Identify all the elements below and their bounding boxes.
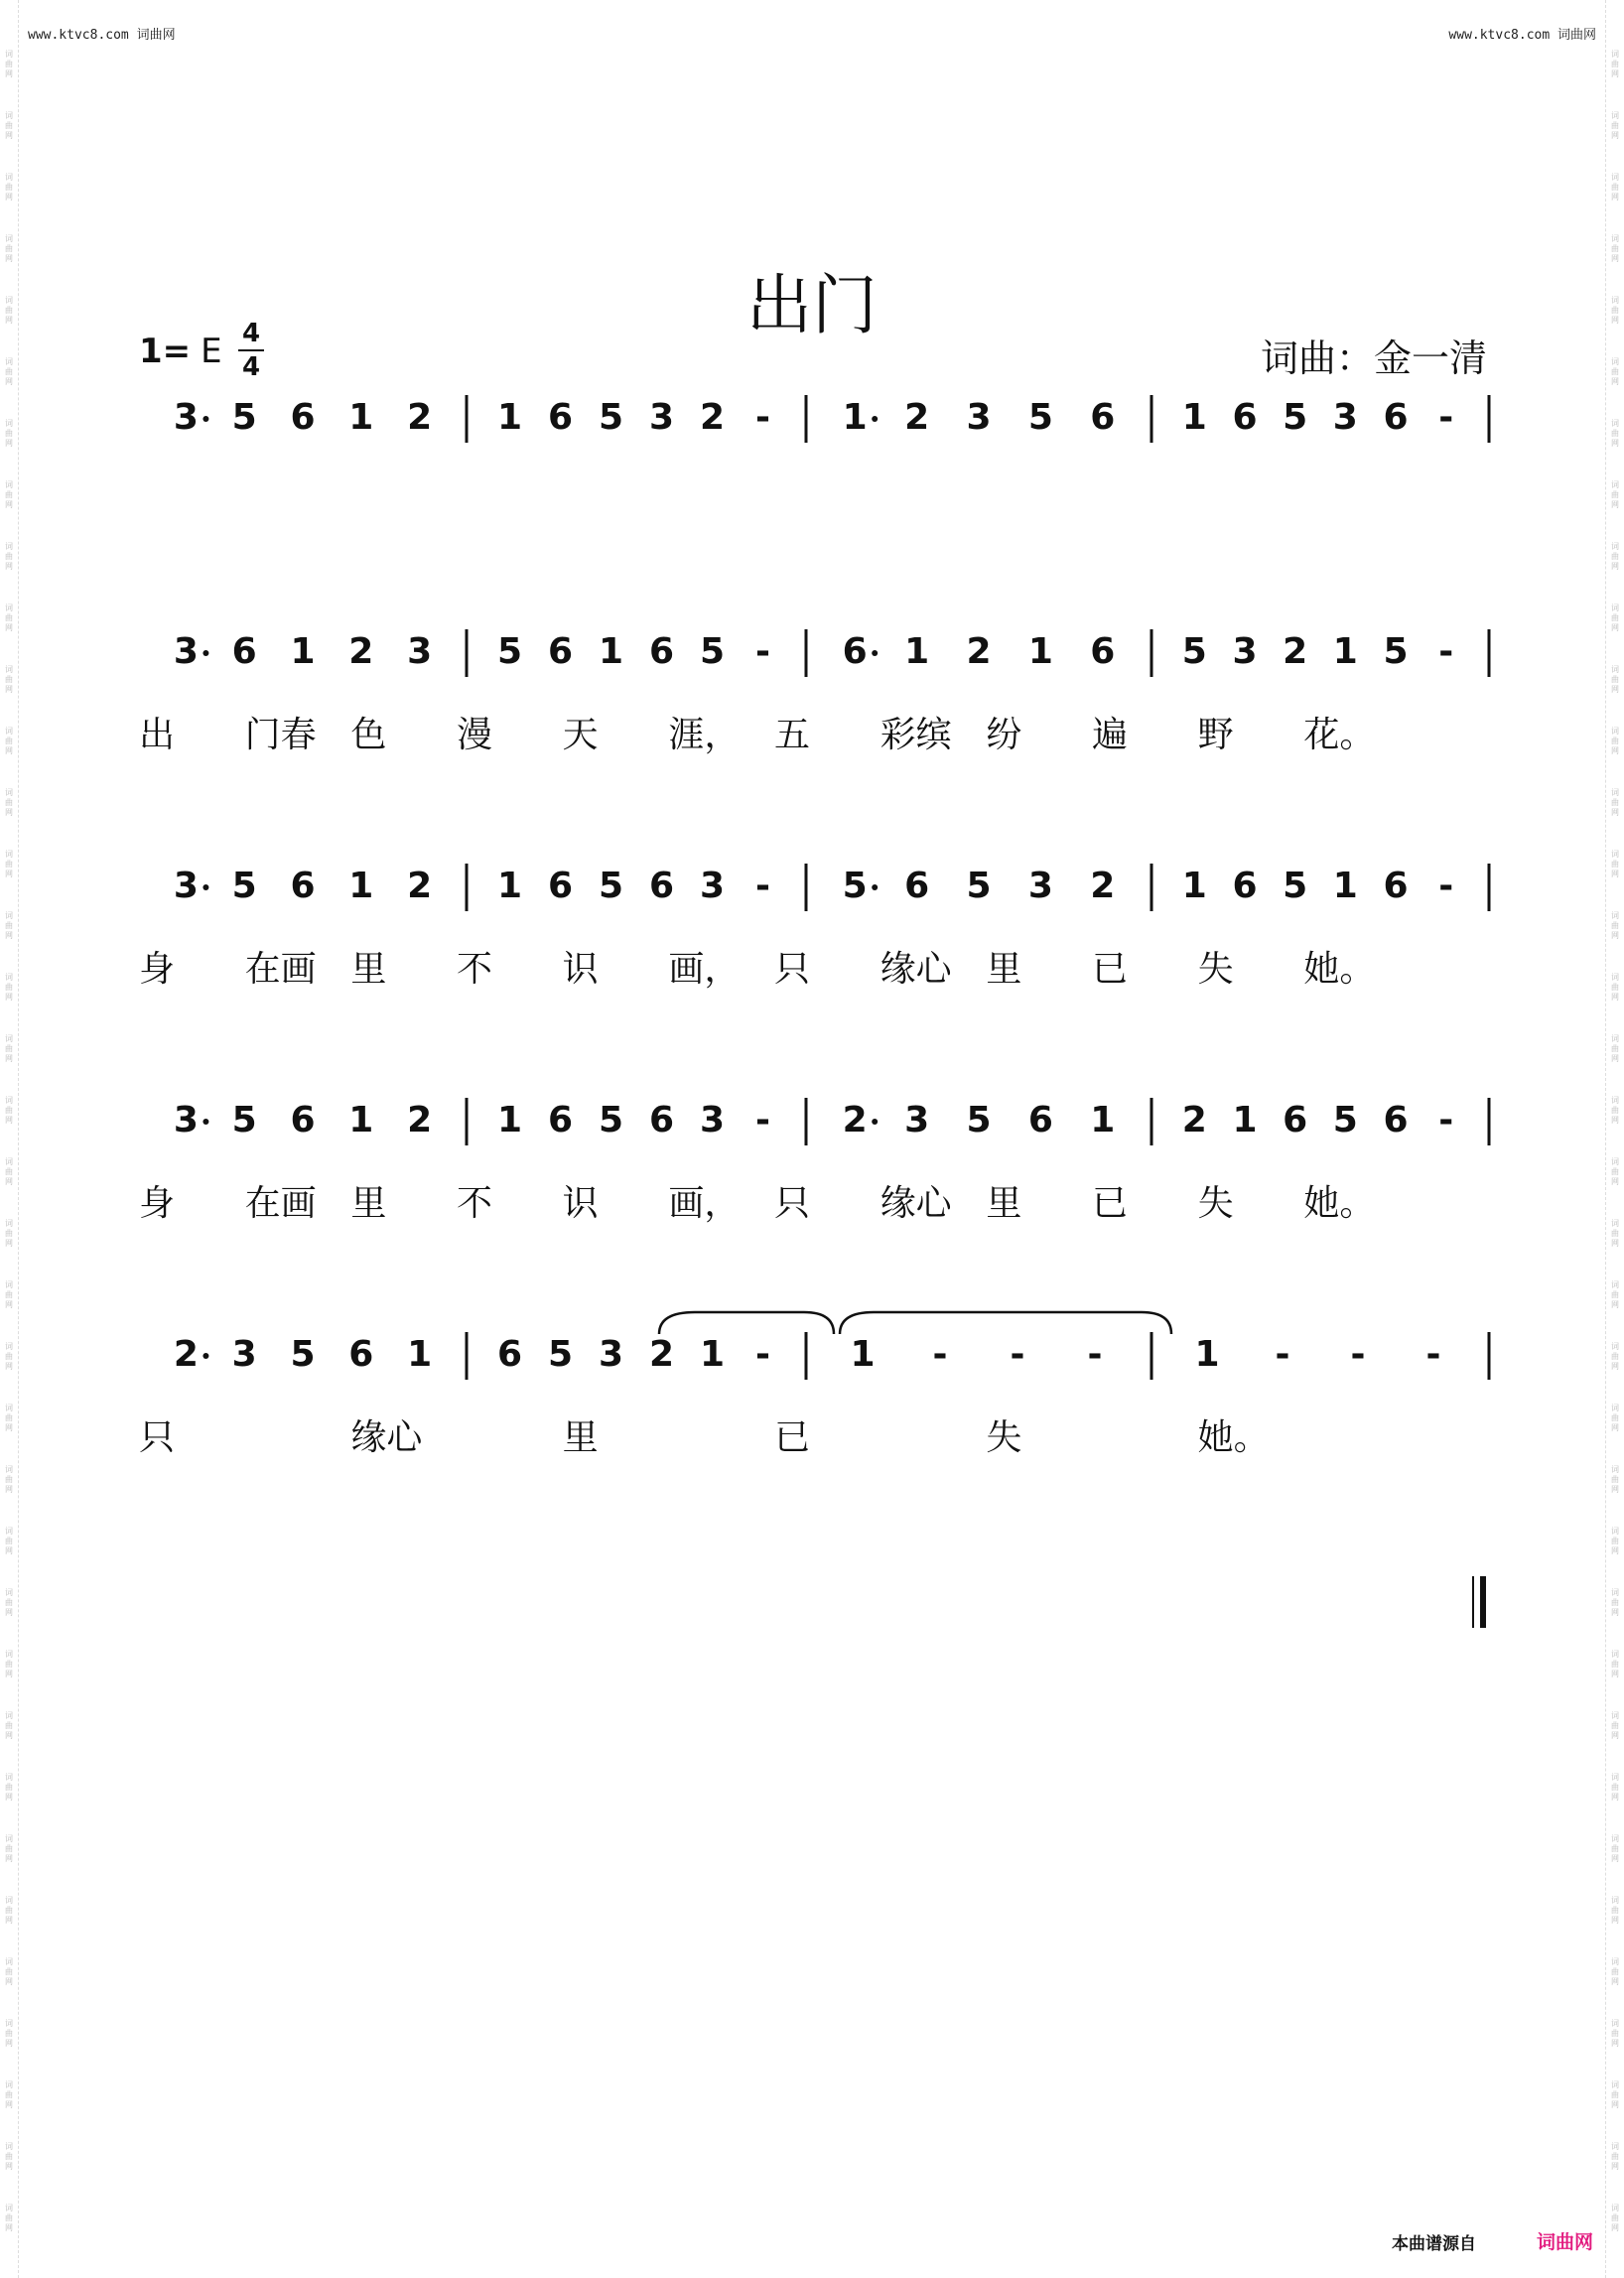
note: 5 (966, 866, 992, 906)
note: 1 (598, 631, 624, 672)
note: 1 (348, 397, 374, 438)
dash-note: - (755, 866, 770, 906)
note: 6 (1232, 866, 1258, 906)
edge-watermark: 词 曲 网 (5, 727, 13, 755)
note: 3 (648, 397, 675, 438)
edge-watermark: 词 曲 网 (1611, 603, 1619, 632)
lyric-syllable: 她。 (1197, 1417, 1270, 1458)
note: 6 (348, 1334, 374, 1375)
edge-watermark: 词 曲 网 (1611, 2080, 1619, 2109)
footer-brand-link[interactable]: 词曲网 (1537, 2231, 1594, 2253)
note: 3 (173, 866, 199, 906)
lyric-syllable: 已 (1092, 1183, 1129, 1224)
note: 5 (1181, 631, 1207, 672)
dash-note: - (1438, 866, 1454, 906)
lyric-syllable: 只 (774, 949, 811, 990)
edge-watermark: 词 曲 网 (5, 2080, 13, 2109)
edge-watermark: 词 曲 网 (1611, 665, 1619, 694)
edge-watermark: 词 曲 网 (1611, 542, 1619, 571)
edge-watermark: 词 曲 网 (1611, 2204, 1619, 2232)
edge-watermark: 词 曲 网 (5, 234, 13, 263)
edge-watermark: 词 曲 网 (1611, 1834, 1619, 1863)
edge-watermark: 词 曲 网 (1611, 1527, 1619, 1555)
note: 5 (231, 397, 257, 438)
lyric-syllable: 在画 (244, 1183, 317, 1224)
lyric-syllable: 已 (1092, 949, 1129, 990)
note: 2 (1181, 1100, 1207, 1140)
lyric-syllable: 不 (457, 949, 493, 990)
note: 3 (598, 1334, 624, 1375)
note: 3 (1232, 631, 1258, 672)
edge-watermark: 词 曲 网 (1611, 1588, 1619, 1617)
note: 5 (1283, 866, 1308, 906)
edge-watermark: 词 曲 网 (5, 1404, 13, 1432)
dash-note: - (1087, 1334, 1103, 1375)
edge-watermark: 词 曲 网 (1611, 419, 1619, 448)
note: 2 (173, 1334, 199, 1375)
edge-watermark: 词 曲 网 (5, 357, 13, 386)
dash-note: - (932, 1334, 948, 1375)
lyric-syllable: 她。 (1303, 1183, 1376, 1224)
note: 6 (1090, 397, 1116, 438)
edge-watermark: 词 曲 网 (5, 296, 13, 325)
edge-watermark: 词 曲 网 (5, 1342, 13, 1371)
note: 1 (1332, 866, 1358, 906)
lyric-syllable: 涯， (668, 715, 741, 755)
note: 1 (496, 1100, 523, 1140)
note: 6 (547, 397, 574, 438)
note: 3 (1332, 397, 1358, 438)
note: 1 (1332, 631, 1358, 672)
note: 1 (1194, 1334, 1220, 1375)
note: 2 (348, 631, 374, 672)
note: 3 (1027, 866, 1053, 906)
augmentation-dot (203, 1353, 208, 1359)
edge-watermark: 词 曲 网 (5, 480, 13, 509)
edge-watermark: 词 曲 网 (5, 1280, 13, 1309)
edge-watermark: 词 曲 网 (1611, 357, 1619, 386)
augmentation-dot (872, 650, 878, 656)
note: 5 (1332, 1100, 1358, 1140)
note: 2 (407, 1100, 433, 1140)
edge-watermark: 词 曲 网 (1611, 1096, 1619, 1125)
lyric-syllable: 花。 (1303, 715, 1376, 755)
dash-note: - (755, 631, 770, 672)
note: 3 (699, 866, 726, 906)
note: 3 (173, 397, 199, 438)
lyric-syllable: 里 (986, 1183, 1022, 1224)
lyric-syllable: 里 (986, 949, 1022, 990)
edge-watermark: 词 曲 网 (5, 1588, 13, 1617)
time-bottom: 4 (241, 352, 261, 382)
edge-watermark: 词 曲 网 (5, 2019, 13, 2048)
note: 3 (407, 631, 433, 672)
edge-watermark: 词 曲 网 (5, 1650, 13, 1678)
note: 2 (407, 397, 433, 438)
edge-watermark: 词 曲 网 (5, 850, 13, 878)
note: 1 (850, 1334, 876, 1375)
edge-watermark: 词 曲 网 (5, 173, 13, 201)
footer-source-text: 本曲谱源自 (1392, 2234, 1476, 2254)
edge-watermark: 词 曲 网 (5, 1096, 13, 1125)
edge-watermark: 词 曲 网 (1611, 1896, 1619, 1925)
edge-watermark: 词 曲 网 (5, 1834, 13, 1863)
time-top: 4 (241, 319, 261, 348)
augmentation-dot (203, 416, 208, 422)
note: 5 (547, 1334, 574, 1375)
augmentation-dot (872, 1119, 878, 1125)
edge-watermark: 词 曲 网 (5, 542, 13, 571)
edge-watermark: 词 曲 网 (5, 2142, 13, 2171)
note: 1 (1181, 866, 1207, 906)
note: 2 (904, 397, 930, 438)
edge-watermark: 词 曲 网 (5, 419, 13, 448)
edge-watermark: 词 曲 网 (1611, 1342, 1619, 1371)
dash-note: - (1010, 1334, 1025, 1375)
lyric-syllable: 识 (562, 949, 599, 990)
composer-credit: 词曲：金一清 (1260, 336, 1487, 380)
note: 1 (842, 397, 868, 438)
note: 5 (598, 866, 624, 906)
note: 6 (648, 1100, 675, 1140)
note: 6 (1090, 631, 1116, 672)
augmentation-dot (203, 1119, 208, 1125)
edge-watermark: 词 曲 网 (1611, 111, 1619, 140)
note: 3 (173, 1100, 199, 1140)
edge-watermark: 词 曲 网 (5, 1465, 13, 1494)
edge-watermark: 词 曲 网 (5, 1527, 13, 1555)
note: 1 (407, 1334, 433, 1375)
note: 1 (1232, 1100, 1258, 1140)
lyric-syllable: 里 (350, 1183, 387, 1224)
edge-watermark: 词 曲 网 (1611, 1280, 1619, 1309)
edge-watermark: 词 曲 网 (1611, 911, 1619, 940)
lyric-syllable: 缘心 (350, 1417, 423, 1458)
note: 5 (842, 866, 868, 906)
augmentation-dot (203, 650, 208, 656)
lyric-syllable: 画， (668, 1183, 741, 1224)
edge-watermark: 词 曲 网 (5, 1219, 13, 1248)
lyric-syllable: 出 (139, 715, 176, 755)
watermark-url-left: www.ktvc8.com 词曲网 (28, 28, 176, 43)
note: 1 (348, 1100, 374, 1140)
edge-watermark: 词 曲 网 (1611, 1650, 1619, 1678)
lyric-syllable: 失 (1197, 1183, 1234, 1224)
dash-note: - (755, 1100, 770, 1140)
note: 6 (547, 1100, 574, 1140)
edge-watermark: 词 曲 网 (1611, 850, 1619, 878)
edge-watermark: 词 曲 网 (5, 1034, 13, 1063)
lyric-syllable: 野 (1197, 715, 1234, 755)
edge-watermark: 词 曲 网 (5, 50, 13, 78)
dash-note: - (755, 1334, 770, 1375)
edge-watermark: 词 曲 网 (5, 111, 13, 140)
tie-slur (840, 1312, 1171, 1334)
note: 3 (231, 1334, 257, 1375)
note: 1 (348, 866, 374, 906)
edge-watermark: 词 曲 网 (5, 1957, 13, 1986)
note: 6 (648, 866, 675, 906)
note: 6 (290, 866, 316, 906)
note: 6 (547, 631, 574, 672)
lyric-syllable: 门春 (244, 715, 317, 755)
edge-watermark: 词 曲 网 (1611, 727, 1619, 755)
lyric-syllable: 五 (774, 715, 811, 755)
edge-watermark: 词 曲 网 (1611, 1219, 1619, 1248)
note: 5 (290, 1334, 316, 1375)
lyric-syllable: 只 (774, 1183, 811, 1224)
edge-watermark: 词 曲 网 (1611, 480, 1619, 509)
dash-note: - (755, 397, 770, 438)
edge-watermark: 词 曲 网 (5, 911, 13, 940)
note: 5 (1027, 397, 1053, 438)
note: 1 (1181, 397, 1207, 438)
edge-watermark: 词 曲 网 (1611, 2019, 1619, 2048)
note: 2 (648, 1334, 675, 1375)
edge-watermark: 词 曲 网 (1611, 1034, 1619, 1063)
note: 1 (904, 631, 930, 672)
note: 6 (290, 1100, 316, 1140)
edge-watermark: 词 曲 网 (5, 788, 13, 817)
edge-watermark: 词 曲 网 (1611, 1465, 1619, 1494)
note: 6 (1283, 1100, 1308, 1140)
note: 5 (496, 631, 523, 672)
note: 1 (1090, 1100, 1116, 1140)
edge-watermark: 词 曲 网 (1611, 234, 1619, 263)
augmentation-dot (872, 416, 878, 422)
note: 6 (231, 631, 257, 672)
note: 2 (1283, 631, 1308, 672)
note: 3 (699, 1100, 726, 1140)
note: 6 (547, 866, 574, 906)
key-tonic: E (201, 332, 222, 371)
note: 5 (699, 631, 726, 672)
dash-note: - (1438, 397, 1454, 438)
lyric-syllable: 纷 (986, 715, 1022, 755)
lyric-syllable: 只 (139, 1417, 176, 1458)
note: 6 (904, 866, 930, 906)
lyric-syllable: 色 (350, 715, 387, 755)
note: 2 (842, 1100, 868, 1140)
note: 2 (699, 397, 726, 438)
dash-note: - (1350, 1334, 1366, 1375)
edge-watermark: 词 曲 网 (1611, 1711, 1619, 1740)
note: 5 (231, 866, 257, 906)
note: 2 (407, 866, 433, 906)
lyric-syllable: 失 (1197, 949, 1234, 990)
watermark-url-right: www.ktvc8.com 词曲网 (1448, 28, 1596, 43)
note: 3 (904, 1100, 930, 1140)
edge-watermark: 词 曲 网 (1611, 296, 1619, 325)
augmentation-dot (203, 884, 208, 890)
note: 5 (598, 397, 624, 438)
lyric-syllable: 不 (457, 1183, 493, 1224)
lyric-syllable: 在画 (244, 949, 317, 990)
note: 6 (290, 397, 316, 438)
note: 5 (966, 1100, 992, 1140)
dash-note: - (1438, 631, 1454, 672)
note: 5 (1383, 631, 1409, 672)
note: 1 (290, 631, 316, 672)
lyric-syllable: 她。 (1303, 949, 1376, 990)
edge-watermark: 词 曲 网 (1611, 973, 1619, 1002)
lyric-syllable: 身 (139, 1183, 176, 1224)
song-title: 出门 (746, 267, 878, 344)
lyric-syllable: 里 (350, 949, 387, 990)
lyric-syllable: 身 (139, 949, 176, 990)
note: 6 (842, 631, 868, 672)
note: 6 (1383, 866, 1409, 906)
note: 5 (598, 1100, 624, 1140)
lyric-syllable: 漫 (457, 715, 493, 755)
note: 2 (1090, 866, 1116, 906)
note: 6 (1383, 397, 1409, 438)
note: 6 (496, 1334, 523, 1375)
lyric-syllable: 已 (774, 1417, 811, 1458)
note: 6 (1232, 397, 1258, 438)
lyric-syllable: 缘心 (880, 949, 952, 990)
note: 1 (699, 1334, 726, 1375)
lyric-syllable: 天 (562, 715, 599, 755)
key-prefix: 1= (139, 332, 192, 371)
note: 2 (966, 631, 992, 672)
edge-watermark: 词 曲 网 (1611, 50, 1619, 78)
dash-note: - (1438, 1100, 1454, 1140)
note: 5 (231, 1100, 257, 1140)
note: 5 (1283, 397, 1308, 438)
edge-watermark: 词 曲 网 (1611, 1157, 1619, 1186)
note: 3 (173, 631, 199, 672)
tie-slur (659, 1312, 834, 1334)
note: 1 (496, 866, 523, 906)
note: 1 (1027, 631, 1053, 672)
edge-watermark: 词 曲 网 (1611, 2142, 1619, 2171)
edge-watermark: 词 曲 网 (5, 973, 13, 1002)
dash-note: - (1425, 1334, 1441, 1375)
lyric-syllable: 失 (986, 1417, 1022, 1458)
lyric-syllable: 识 (562, 1183, 599, 1224)
edge-watermark: 词 曲 网 (1611, 1773, 1619, 1802)
lyric-syllable: 彩缤 (880, 715, 952, 755)
edge-watermark: 词 曲 网 (5, 1896, 13, 1925)
edge-watermark: 词 曲 网 (5, 1773, 13, 1802)
note: 6 (1027, 1100, 1053, 1140)
lyric-syllable: 遍 (1092, 715, 1129, 755)
edge-watermark: 词 曲 网 (5, 1157, 13, 1186)
edge-watermark: 词 曲 网 (5, 603, 13, 632)
note: 6 (1383, 1100, 1409, 1140)
edge-watermark: 词 曲 网 (5, 665, 13, 694)
lyric-syllable: 里 (562, 1417, 599, 1458)
edge-watermark: 词 曲 网 (1611, 173, 1619, 201)
augmentation-dot (872, 884, 878, 890)
lyric-syllable: 画， (668, 949, 741, 990)
edge-watermark: 词 曲 网 (1611, 788, 1619, 817)
note: 6 (648, 631, 675, 672)
edge-watermark: 词 曲 网 (1611, 1957, 1619, 1986)
lyric-syllable: 缘心 (880, 1183, 952, 1224)
note: 1 (496, 397, 523, 438)
edge-watermark: 词 曲 网 (5, 2204, 13, 2232)
edge-watermark: 词 曲 网 (1611, 1404, 1619, 1432)
dash-note: - (1275, 1334, 1290, 1375)
note: 3 (966, 397, 992, 438)
edge-watermark: 词 曲 网 (5, 1711, 13, 1740)
